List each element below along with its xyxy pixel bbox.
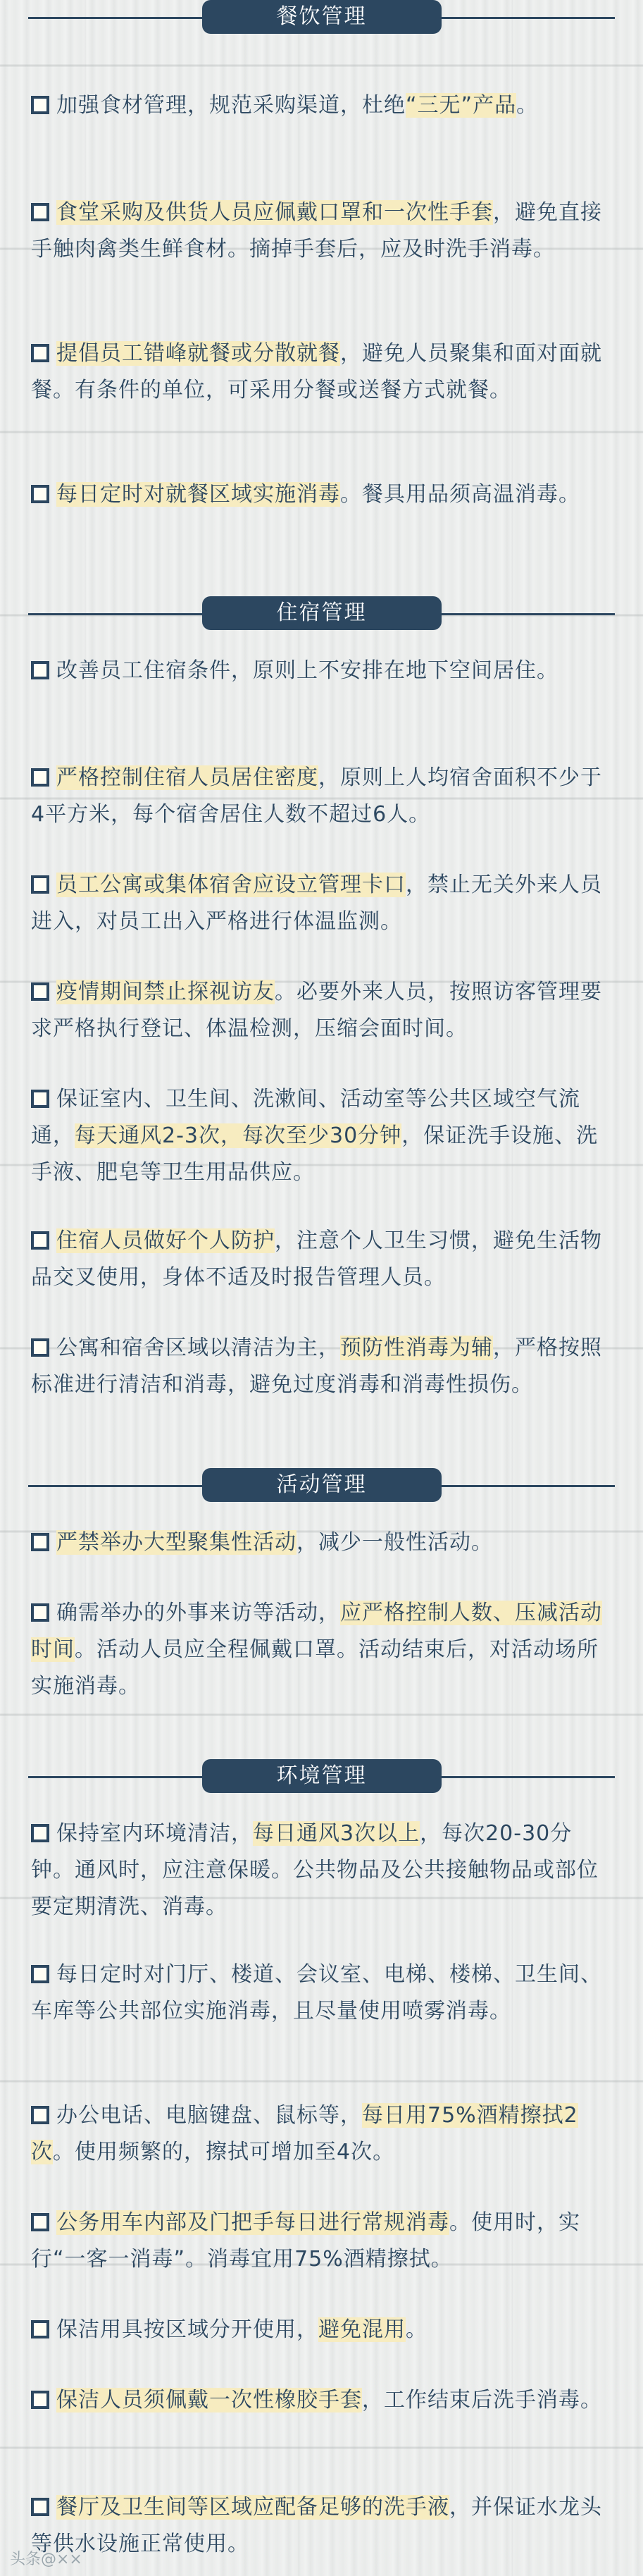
checkbox-square-icon xyxy=(31,96,49,114)
section-header xyxy=(0,578,643,641)
highlight-text: “三无”产品 xyxy=(406,93,517,118)
section-environment xyxy=(0,1741,643,2576)
checkbox-square-icon xyxy=(31,1533,49,1551)
section-title: 住宿管理 xyxy=(202,596,442,630)
highlight-text: 每日定时对就餐区域实施消毒 xyxy=(56,482,340,507)
highlight-text: 每日通风3次以上 xyxy=(253,1821,420,1846)
highlight-text: 预防性消毒为辅 xyxy=(340,1336,493,1360)
list-item xyxy=(31,2489,606,2563)
section-title: 环境管理 xyxy=(202,1759,442,1793)
checkbox-square-icon xyxy=(31,1338,49,1357)
list-item xyxy=(31,2382,606,2419)
item-text: 改善员工住宿条件，原则上不安排在地下空间居住。 xyxy=(56,658,558,683)
item-text: ，严格按照标准进行清洁和消毒，避免过度消毒和消毒性损伤。 xyxy=(31,1336,602,1397)
checkbox-square-icon xyxy=(31,2213,49,2231)
item-text: 保洁用具按区域分开使用， xyxy=(56,2317,318,2342)
highlight-text: 住宿人员做好个人防护 xyxy=(56,1228,275,1253)
list-item xyxy=(31,974,606,1047)
list-item xyxy=(31,1524,606,1561)
checkbox-square-icon xyxy=(31,1090,49,1108)
item-text: ，并保证水龙头等供水设施正常使用。 xyxy=(31,2495,602,2556)
highlight-text: 严格控制住宿人员居住密度 xyxy=(56,765,318,790)
section-catering xyxy=(0,0,643,578)
highlight-text: 每天通风2-3次，每次至少30分钟 xyxy=(75,1123,402,1148)
list-item xyxy=(31,653,606,689)
item-text: 。 xyxy=(406,2317,427,2342)
item-text: ，避免人员聚集和面对面就餐。有条件的单位，可采用分餐或送餐方式就餐。 xyxy=(31,341,602,402)
item-text: 办公电话、电脑键盘、鼠标等， xyxy=(56,2103,362,2128)
checkbox-square-icon xyxy=(31,1965,49,1983)
highlight-text: 公务用车内部及门把手每日进行常规消毒 xyxy=(56,2210,449,2235)
highlight-text: 提倡员工错峰就餐或分散就餐 xyxy=(56,341,340,366)
section-header xyxy=(0,1741,643,1804)
item-text: ，原则上人均宿舍面积不少于4平方米，每个宿舍居住人数不超过6人。 xyxy=(31,765,602,827)
checkbox-square-icon xyxy=(31,875,49,894)
item-text: 加强食材管理，规范采购渠道，杜绝 xyxy=(56,93,406,118)
checkbox-square-icon xyxy=(31,768,49,787)
item-text: ，保证洗手设施、洗手液、肥皂等卫生用品供应。 xyxy=(31,1123,599,1185)
item-text: 。餐具用品须高温消毒。 xyxy=(340,482,580,507)
highlight-text: 严禁举办大型聚集性活动 xyxy=(56,1530,296,1555)
list-item xyxy=(31,2205,606,2278)
item-text: ，工作结束后洗手消毒。 xyxy=(362,2388,602,2412)
checkbox-square-icon xyxy=(31,2320,49,2338)
section-header xyxy=(0,1450,643,1513)
section-title: 活动管理 xyxy=(202,1468,442,1502)
item-text: ，减少一般性活动。 xyxy=(296,1530,493,1555)
highlight-text: 疫情期间禁止探视访友 xyxy=(56,980,275,1004)
checkbox-square-icon xyxy=(31,661,49,679)
highlight-text: 每日用75%酒精擦拭2次 xyxy=(31,2103,578,2164)
item-text: 确需举办的外事来访等活动， xyxy=(56,1601,340,1625)
list-item xyxy=(31,1330,606,1403)
list-item xyxy=(31,1595,606,1705)
item-text: ，避免直接手触肉禽类生鲜食材。摘掉手套后，应及时洗手消毒。 xyxy=(31,200,602,261)
section-title: 餐饮管理 xyxy=(202,0,442,34)
item-text: 。使用频繁的，擦拭可增加至4次。 xyxy=(53,2140,395,2164)
list-item xyxy=(31,2097,606,2171)
section-header xyxy=(0,0,643,45)
list-item xyxy=(31,1223,606,1296)
highlight-text: 餐厅及卫生间等区域应配备足够的洗手液 xyxy=(56,2495,449,2520)
checkbox-square-icon xyxy=(31,2498,49,2516)
section-activity xyxy=(0,1450,643,1741)
list-item xyxy=(31,195,606,268)
list-item xyxy=(31,867,606,940)
checkbox-square-icon xyxy=(31,2106,49,2124)
list-item xyxy=(31,1816,606,1925)
highlight-text: 食堂采购及供货人员应佩戴口罩和一次性手套 xyxy=(56,200,493,225)
highlight-text: 避免混用 xyxy=(318,2317,406,2342)
checkbox-square-icon xyxy=(31,485,49,503)
checkbox-square-icon xyxy=(31,1231,49,1250)
highlight-text: 应严格控制人数、压减活动时间 xyxy=(31,1601,602,1662)
section-housing xyxy=(0,578,643,1450)
list-item xyxy=(31,1081,606,1191)
list-item xyxy=(31,760,606,833)
checkbox-square-icon xyxy=(31,1603,49,1622)
item-text: 。必要外来人员，按照访客管理要求严格执行登记、体温检测，压缩会面时间。 xyxy=(31,980,602,1041)
checkbox-square-icon xyxy=(31,344,49,362)
watermark: 头条@×× xyxy=(10,2551,82,2568)
item-text: 。 xyxy=(516,93,539,118)
checkbox-square-icon xyxy=(31,1824,49,1842)
list-item xyxy=(31,1956,606,2030)
item-text: 保证室内、卫生间、洗漱间、活动室等公共区域空气流通， xyxy=(31,1087,580,1148)
highlight-text: 保洁人员须佩戴一次性橡胶手套 xyxy=(56,2388,362,2412)
item-text: ，注意个人卫生习惯，避免生活物品交叉使用，身体不适及时报告管理人员。 xyxy=(31,1228,602,1290)
checkbox-square-icon xyxy=(31,2391,49,2409)
list-item xyxy=(31,476,606,513)
item-text: ，每次20-30分钟。通风时，应注意保暖。公共物品及公共接触物品或部位要定期清洗、消毒。 xyxy=(31,1821,599,1919)
item-text: 。活动人员应全程佩戴口罩。活动结束后，对活动场所实施消毒。 xyxy=(31,1637,599,1699)
item-text: 保持室内环境清洁， xyxy=(56,1821,253,1846)
highlight-text: 员工公寓或集体宿舍应设立管理卡口 xyxy=(56,873,406,897)
list-item xyxy=(31,87,606,124)
checkbox-square-icon xyxy=(31,982,49,1001)
item-text: 。使用时，实行“一客一消毒”。消毒宜用75%酒精擦拭。 xyxy=(31,2210,580,2272)
item-text: 每日定时对门厅、楼道、会议室、电梯、楼梯、卫生间、车库等公共部位实施消毒，且尽量使用喷雾消毒。 xyxy=(31,1962,602,2023)
list-item xyxy=(31,2312,606,2348)
checkbox-square-icon xyxy=(31,203,49,221)
list-item xyxy=(31,335,606,409)
item-text: ，禁止无关外来人员进入，对员工出入严格进行体温监测。 xyxy=(31,873,602,934)
item-text: 公寓和宿舍区域以清洁为主， xyxy=(56,1336,340,1360)
